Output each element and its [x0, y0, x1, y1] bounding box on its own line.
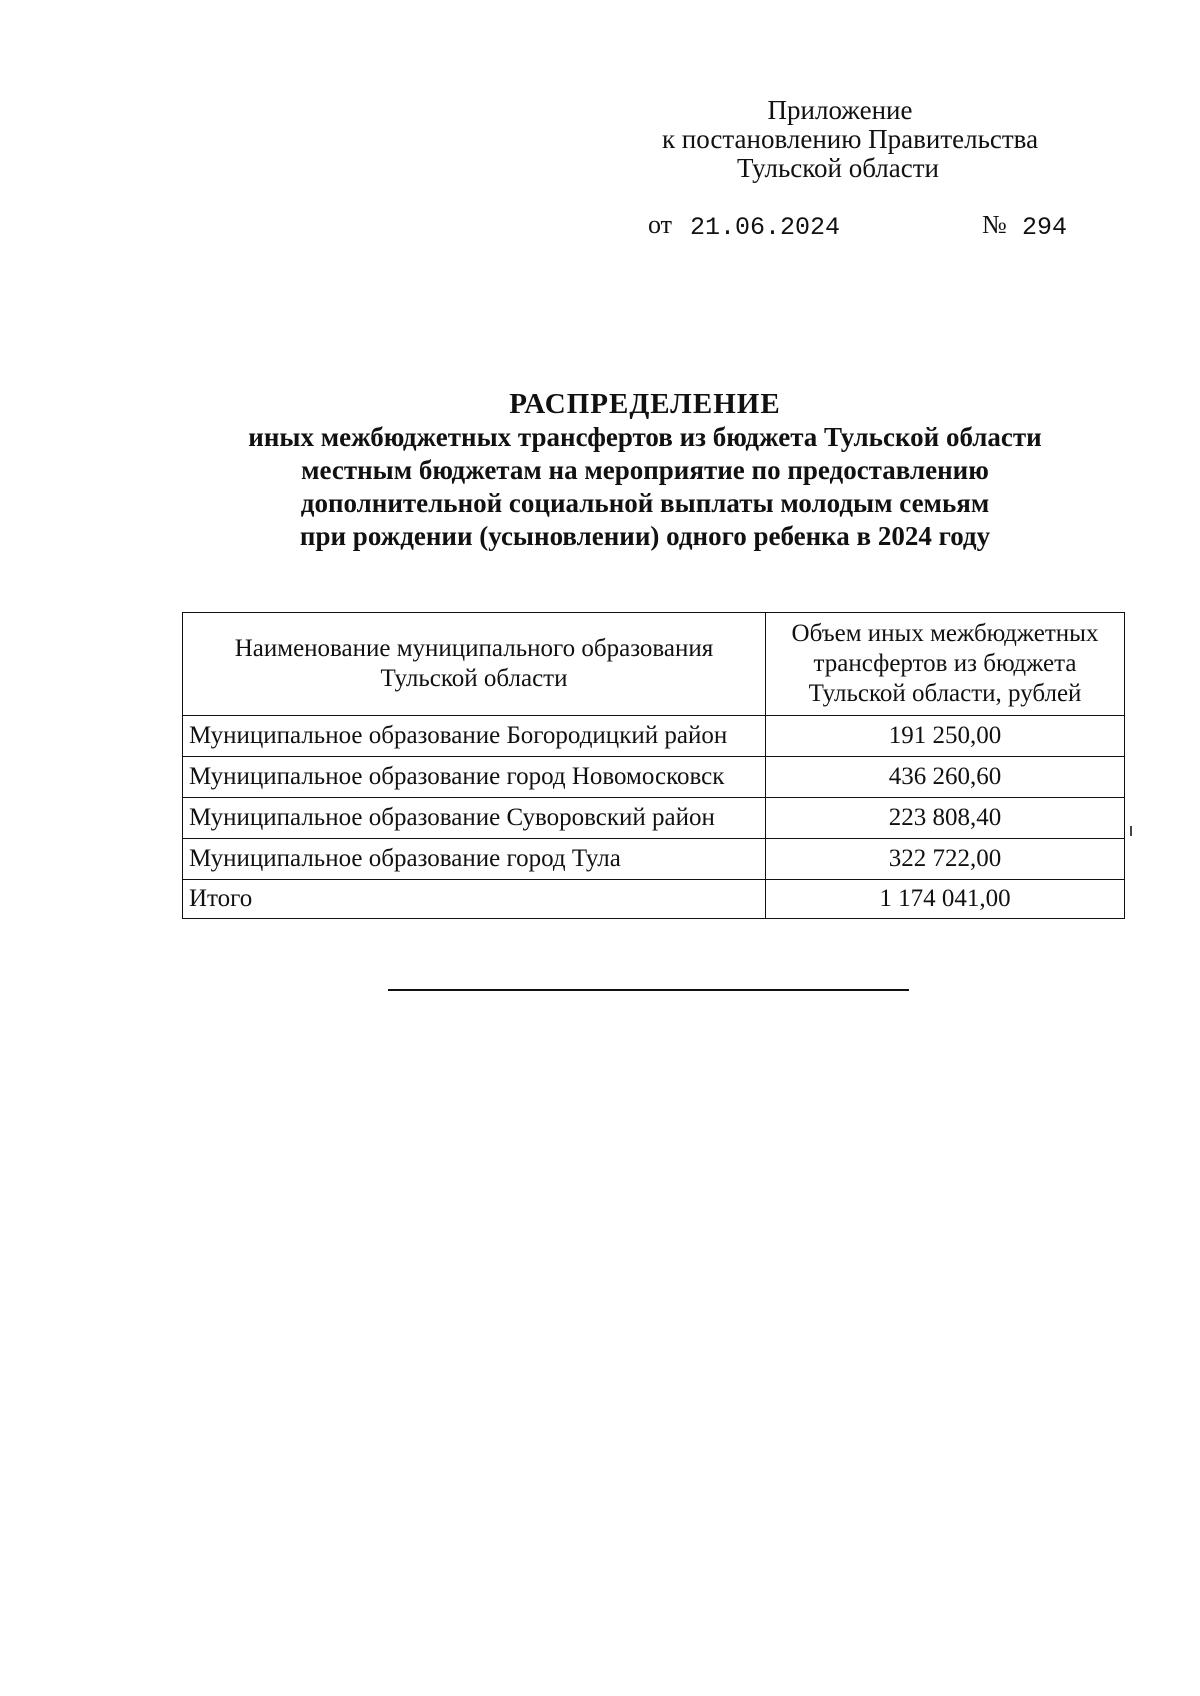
title-heading: РАСПРЕДЕЛЕНИЕ — [509, 388, 781, 420]
row-amount: 223 808,40 — [766, 798, 1125, 839]
table-header-row — [183, 613, 1125, 716]
decree-number: 294 — [1022, 213, 1068, 242]
decree-date: 21.06.2024 — [690, 213, 841, 242]
header-municipality-line-1: Наименование муниципального образования — [234, 635, 714, 662]
document-title — [150, 388, 1140, 553]
margin-mark — [1130, 826, 1132, 836]
header-amount — [766, 613, 1125, 716]
appendix-header — [620, 96, 1080, 183]
table-row — [183, 839, 1125, 880]
row-municipality: Муниципальное образование Богородицкий район — [183, 716, 766, 757]
row-amount: 322 722,00 — [766, 839, 1125, 880]
decree-number-prefix: № — [982, 210, 1007, 239]
table-total-row — [183, 880, 1125, 919]
total-label: Итого — [183, 880, 766, 919]
row-municipality: Муниципальное образование город Тула — [183, 839, 766, 880]
row-municipality: Муниципальное образование город Новомосковск — [183, 757, 766, 798]
table-row — [183, 798, 1125, 839]
row-amount: 436 260,60 — [766, 757, 1125, 798]
total-amount: 1 174 041,00 — [766, 880, 1125, 919]
header-amount-line-1: Объем иных межбюджетных — [791, 620, 1099, 647]
row-municipality: Муниципальное образование Суворовский район — [183, 798, 766, 839]
appendix-line-3: Тульской области — [737, 153, 939, 183]
table-row — [183, 716, 1125, 757]
decree-date-prefix: от — [648, 210, 673, 239]
table-row — [183, 757, 1125, 798]
appendix-line-1: Приложение — [767, 95, 913, 125]
title-line-4: при рождении (усыновлении) одного ребенка в 2024 году — [299, 521, 991, 551]
closing-rule-divider — [388, 989, 909, 991]
header-municipality — [183, 613, 766, 716]
title-line-1: иных межбюджетных трансфертов из бюджета Тульской области — [248, 422, 1042, 452]
header-municipality-line-2: Тульской области — [380, 665, 568, 692]
header-amount-line-2: трансфертов из бюджета — [813, 650, 1077, 677]
appendix-line-2: к постановлению Правительства — [661, 124, 1039, 154]
header-amount-line-3: Тульской области, рублей — [808, 680, 1082, 707]
distribution-table — [182, 612, 1125, 919]
title-line-3: дополнительной социальной выплаты молодым семьям — [300, 488, 990, 518]
row-amount: 191 250,00 — [766, 716, 1125, 757]
title-line-2: местным бюджетам на мероприятие по предоставлению — [301, 455, 989, 485]
